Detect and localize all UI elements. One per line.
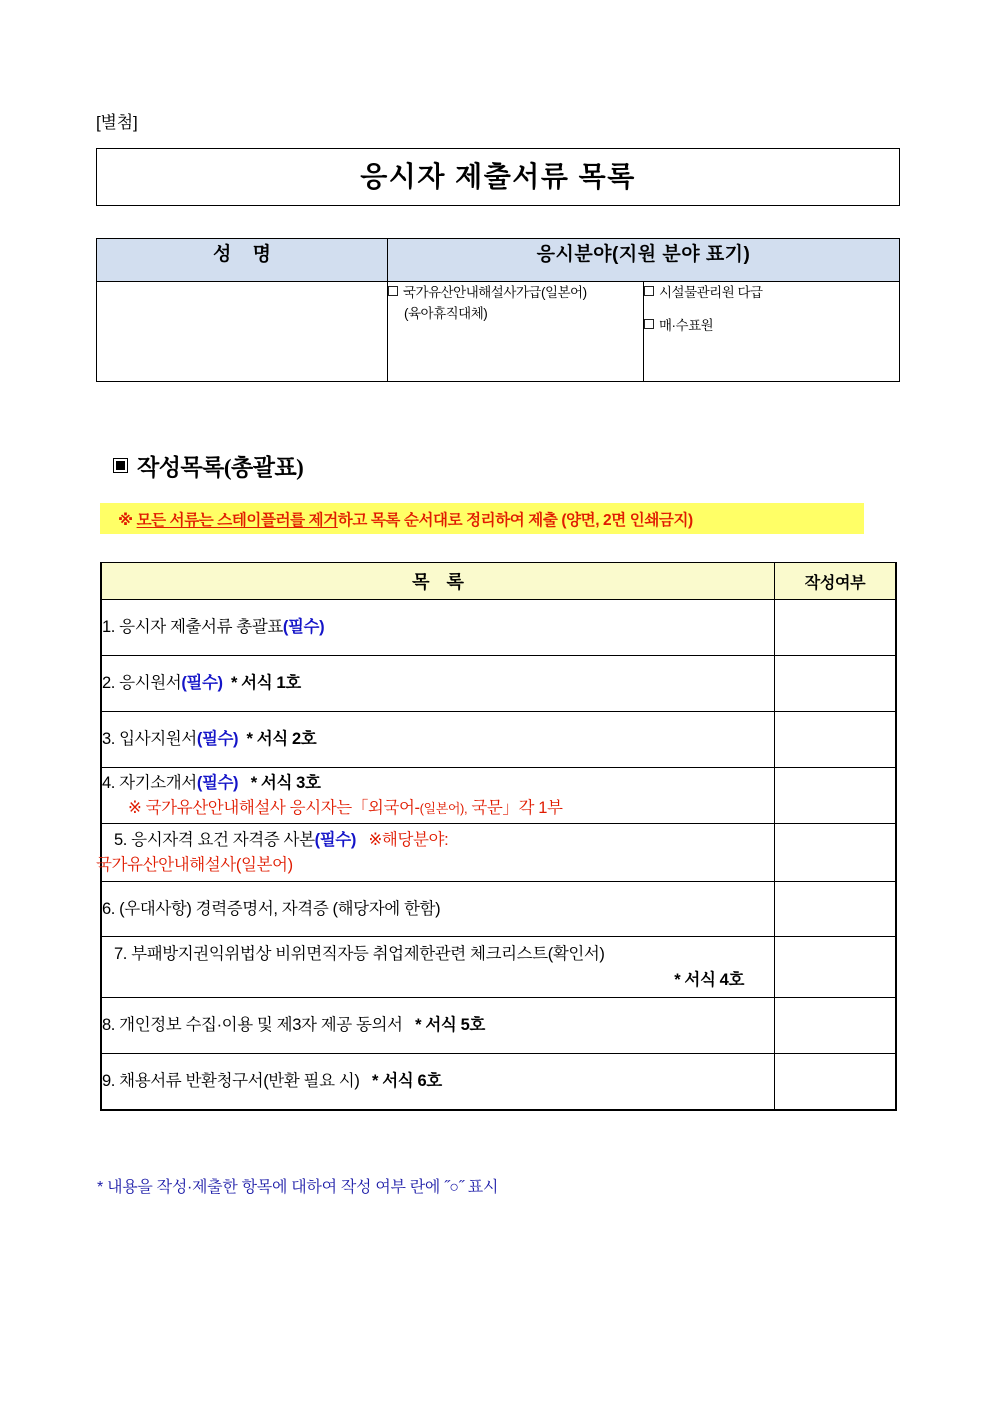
item-required-badge: (필수) — [196, 730, 239, 748]
table-row — [101, 824, 896, 882]
checklist-status-cell[interactable] — [775, 1054, 897, 1110]
applicant-info-table — [96, 238, 900, 382]
item-number: 6. — [102, 899, 115, 918]
checkbox-option-guide[interactable] — [388, 282, 643, 303]
item-number: 9. — [102, 1071, 115, 1090]
table-row — [101, 656, 896, 712]
table-row — [101, 998, 896, 1054]
note-text-small: (일본어), — [419, 800, 468, 816]
checklist-status-cell[interactable] — [775, 656, 897, 712]
warning-underlined-part: 모든 서류는 스테이플러를 제거 — [136, 511, 338, 529]
item-form-ref: * 서식 4호 — [674, 970, 744, 989]
item-text: 입사지원서 — [119, 730, 197, 748]
item-text: 개인정보 수집·이용 및 제3자 제공 동의서 — [119, 1016, 403, 1034]
checklist-item-header: 목 록 — [101, 563, 775, 600]
field-option-group-left — [388, 282, 644, 382]
section-heading — [113, 449, 303, 482]
warning-rest-part: 하고 목록 순서대로 정리하여 제출 (양면, 2면 인쇄금지) — [337, 511, 693, 529]
checklist-status-cell[interactable] — [775, 824, 897, 882]
item-number: 7. — [114, 944, 127, 963]
document-title-box — [96, 148, 900, 206]
footnote: * 내용을 작성·제출한 항목에 대하여 작성 여부 란에 ˝○˝ 표시 — [97, 1179, 499, 1196]
document-checklist-table — [96, 562, 897, 1111]
page-title: 응시자 제출서류 목록 — [360, 160, 636, 192]
checklist-status-cell[interactable] — [775, 998, 897, 1054]
item-required-badge: (필수) — [196, 773, 239, 792]
checklist-status-cell[interactable] — [775, 882, 897, 937]
applicant-name-input-cell[interactable] — [97, 282, 388, 382]
item-text: (우대사항) 경력증명서, 자격증 (해당자에 한함) — [119, 899, 441, 918]
table-row — [101, 712, 896, 768]
applicant-name-header: 성 명 — [97, 239, 388, 282]
warning-mark: ※ — [118, 511, 133, 529]
item-form-ref: * 서식 5호 — [415, 1016, 485, 1034]
table-row — [101, 768, 896, 824]
checklist-header-row — [101, 563, 896, 600]
note-mark: ※ — [128, 798, 142, 817]
item-text: 자기소개서 — [119, 773, 197, 792]
item-required-badge: (필수) — [282, 618, 325, 636]
checklist-item-9 — [101, 1054, 775, 1110]
item-text: 응시원서 — [119, 674, 182, 692]
item-form-ref: * 서식 3호 — [250, 773, 321, 792]
item-text: 부패방지권익위법상 비위면직자등 취업제한관련 체크리스트(확인서) — [131, 944, 605, 963]
spacer — [644, 303, 899, 315]
checkbox-option-facility-label: 시설물관리원 다급 — [659, 285, 763, 300]
checklist-status-cell[interactable] — [775, 937, 897, 998]
item-number: 8. — [102, 1016, 115, 1034]
item-number: 2. — [102, 674, 115, 692]
warning-banner — [100, 503, 864, 534]
checklist-item-7 — [101, 937, 775, 998]
item-text: 응시자 제출서류 총괄표 — [119, 618, 283, 636]
checklist-status-cell[interactable] — [775, 600, 897, 656]
table-row — [101, 600, 896, 656]
note-text-b: 국문」각 1부 — [467, 798, 563, 817]
checkbox-option-guide-label: 국가유산안내해설사가급(일본어) — [403, 285, 587, 300]
field-option-group-right — [644, 282, 900, 382]
section-heading-label: 작성목록(총괄표) — [137, 455, 304, 480]
checklist-status-header: 작성여부 — [775, 563, 897, 600]
item-number: 5. — [114, 830, 127, 849]
item-required-badge: (필수) — [181, 674, 223, 692]
checkbox-option-facility[interactable] — [644, 282, 899, 303]
checklist-item-3 — [101, 712, 775, 768]
applicant-table-header-row — [97, 239, 900, 282]
checkbox-option-guide-sublabel: (육아휴직대체) — [404, 306, 488, 321]
checkbox-icon[interactable] — [388, 286, 398, 296]
item-form-ref: * 서식 6호 — [372, 1071, 442, 1090]
item-note-inline: ※해당분야: — [368, 830, 449, 849]
checklist-item-2 — [101, 656, 775, 712]
item-number: 1. — [102, 618, 115, 636]
item-note-4 — [102, 796, 774, 821]
checkbox-icon[interactable] — [644, 319, 654, 329]
checkbox-option-ticket-label: 매·수표원 — [659, 318, 714, 333]
applicant-field-header: 응시분야(지원 분야 표기) — [388, 239, 900, 282]
checklist-item-8 — [101, 998, 775, 1054]
applicant-table-body-row — [97, 282, 900, 382]
attachment-label: [별첨] — [96, 113, 138, 132]
item-number: 4. — [102, 773, 115, 792]
warning-text — [118, 508, 693, 530]
item-note-wrap: 국가유산안내해설사(일본어) — [96, 855, 293, 874]
note-text-a: 국가유산안내해설사 응시자는「외국어- — [141, 798, 420, 817]
checklist-status-cell[interactable] — [775, 768, 897, 824]
item-text: 채용서류 반환청구서(반환 필요 시) — [119, 1071, 360, 1090]
checklist-item-5 — [96, 824, 775, 882]
checklist-status-cell[interactable] — [775, 712, 897, 768]
checklist-item-1 — [101, 600, 775, 656]
item-number: 3. — [102, 730, 115, 748]
checklist-item-6 — [101, 882, 775, 937]
item-form-ref: * 서식 2호 — [246, 730, 317, 748]
checkbox-icon[interactable] — [644, 286, 654, 296]
item-text: 응시자격 요건 자격증 사본 — [131, 830, 315, 849]
item-form-ref: * 서식 1호 — [230, 674, 301, 692]
table-row — [101, 882, 896, 937]
item-required-badge: (필수) — [314, 830, 356, 849]
checklist-item-4 — [101, 768, 775, 824]
table-row — [101, 1054, 896, 1110]
table-row — [101, 937, 896, 998]
checkbox-option-ticket[interactable] — [644, 315, 899, 336]
filled-square-icon — [113, 458, 128, 473]
